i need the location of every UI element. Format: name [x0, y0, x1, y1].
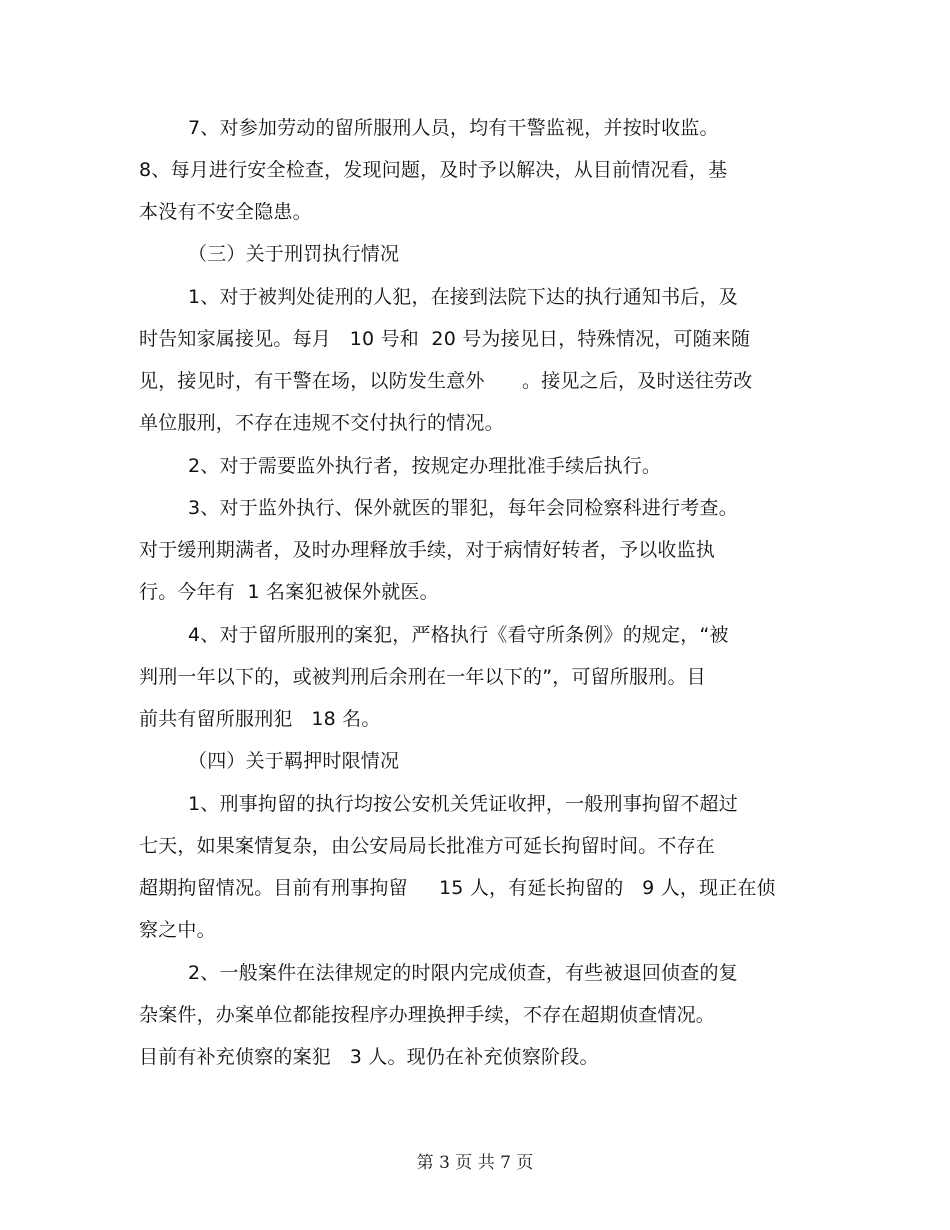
paragraph-line: 对于缓刑期满者，及时办理释放手续，对于病情好转者，予以收监执 — [139, 539, 716, 561]
section-heading: （四）关于羁押时限情况 — [188, 750, 400, 772]
paragraph-line: 单位服刑，不存在违规不交付执行的情况。 — [139, 412, 504, 434]
paragraph-line: 时告知家属接见。每月 10 号和 20 号为接见日，特殊情况，可随来随 — [139, 328, 751, 350]
paragraph-line: 3、对于监外执行、保外就医的罪犯，每年会同检察科进行考查。 — [188, 497, 738, 519]
paragraph-line: 2、一般案件在法律规定的时限内完成侦查，有些被退回侦查的复 — [188, 962, 738, 984]
paragraph-line: 察之中。 — [139, 919, 216, 941]
paragraph-line: 本没有不安全隐患。 — [139, 201, 312, 223]
paragraph-line: 前共有留所服刑犯 18 名。 — [139, 708, 381, 730]
paragraph-line: 行。今年有 1 名案犯被保外就医。 — [139, 581, 439, 603]
section-heading: （三）关于刑罚执行情况 — [188, 243, 400, 265]
paragraph-line: 目前有补充侦察的案犯 3 人。现仍在补充侦察阶段。 — [139, 1046, 599, 1068]
paragraph-line: 4、对于留所服刑的案犯，严格执行《看守所条例》的规定，“被 — [188, 624, 729, 646]
paragraph-line: 七天，如果案情复杂，由公安局局长批准方可延长拘留时间。不存在 — [139, 835, 716, 857]
page-number-footer: 第 3 页 共 7 页 — [416, 1153, 534, 1173]
paragraph-line: 见，接见时，有干警在场，以防发生意外 。接见之后，及时送往劳改 — [139, 370, 753, 392]
paragraph-line: 超期拘留情况。目前有刑事拘留 15 人，有延长拘留的 9 人，现正在侦 — [139, 877, 776, 899]
paragraph-line: 7、对参加劳动的留所服刑人员，均有干警监视，并按时收监。 — [188, 117, 719, 139]
paragraph-line: 1、对于被判处徒刑的人犯，在接到法院下达的执行通知书后，及 — [188, 286, 738, 308]
paragraph-line: 杂案件，办案单位都能按程序办理换押手续，不存在超期侦查情况。 — [139, 1004, 716, 1026]
paragraph-line: 1、刑事拘留的执行均按公安机关凭证收押，一般刑事拘留不超过 — [188, 793, 738, 815]
paragraph-line: 8、每月进行安全检查，发现问题，及时予以解决，从目前情况看，基 — [139, 159, 728, 181]
paragraph-line: 2、对于需要监外执行者，按规定办理批准手续后执行。 — [188, 455, 662, 477]
paragraph-line: 判刑一年以下的，或被判刑后余刑在一年以下的”，可留所服刑。目 — [139, 666, 706, 688]
